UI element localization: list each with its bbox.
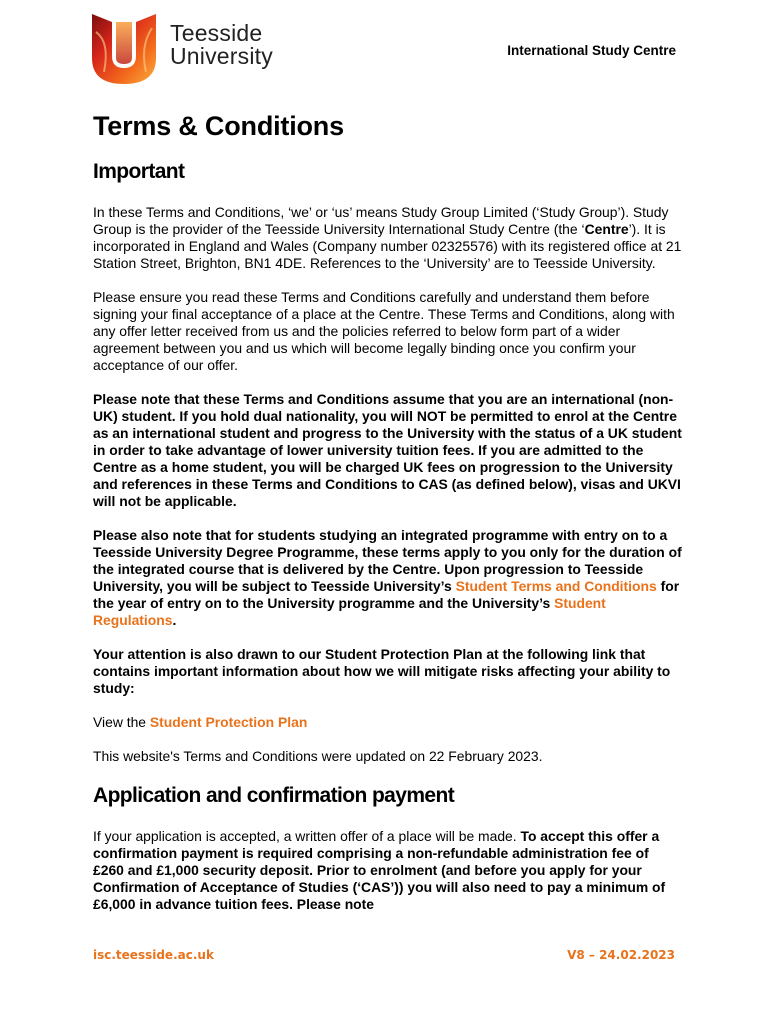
important-heading: Important [93,160,185,183]
application-paragraph-1 [93,828,683,913]
dual-nationality-notice: Please note that these Terms and Conditions assume that you are an international (non-UK) student. If you hold dual nationality, you will NOT be permitted to enrol at the Centre as an international student and progress to the University with the status of a UK student in order to take advantage of lower university tuition fees. If you are admitted to the Centre as a home student, you will be charged UK fees on progression to the University and references in these Terms and Conditions to CAS (as defined below), visas and UKVI will not be applicable. [93,391,682,509]
integrated-programme-notice [93,527,683,629]
text: In these Terms and Conditions, ‘we’ or ‘us’ means Study Group Limited (‘Study Group’). Study Group is the provider of the Teesside University International Study Centre (the ‘ [93,204,669,237]
application-heading: Application and confirmation payment [93,784,455,807]
footer-website-link[interactable]: isc.teesside.ac.uk [93,948,214,962]
teesside-logo-icon [90,12,158,86]
important-paragraph-2: Please ensure you read these Terms and Conditions carefully and understand them before signing your final acceptance of a place at the Centre. These Terms and Conditions, along with any offer letter received from us and the policies referred to below form part of a wider agreement between you and us which will become legally binding once you confirm your acceptance of our offer. [93,289,675,373]
page-title: Terms & Conditions [93,111,344,141]
text: . [172,612,177,628]
university-wordmark [170,22,273,68]
document-body [93,108,683,930]
wordmark-line-1: Teesside [170,20,263,46]
text-bold: To accept this offer a confirmation payment is required comprising a non-refundable administration fee of £260 and £1,000 security deposit. Prior to enrolment (and before you apply for your Confirmation of Acceptance of Studies (‘CAS’)) you will also need to pay a minimum of £6,000 in advance tuition fees. Please note [93,828,666,912]
centre-term: Centre [584,221,629,237]
student-protection-plan-link[interactable]: Student Protection Plan [149,714,308,730]
page-header [90,12,680,88]
updated-date-notice: This website's Terms and Conditions were updated on 22 February 2023. [93,748,543,764]
view-protection-plan [93,714,683,731]
text: ’). It is incorporated in England and Wales (Company number 02325576) with its registered office at 21 Station Street, Brighton, BN1 4DE. References to the ‘University’ are to Teesside University. [93,221,682,271]
text: for the year of entry on to the University programme and the University’s [93,578,680,611]
footer-version: V8 – 24.02.2023 [567,948,675,962]
student-regulations-link[interactable]: Student Regulations [93,595,606,628]
student-terms-link[interactable]: Student Terms and Conditions [455,578,657,594]
protection-plan-notice: Your attention is also drawn to our Student Protection Plan at the following link that contains important information about how we will mitigate risks affecting your ability to study: [93,646,671,696]
wordmark-line-2: University [170,43,273,69]
text: If your application is accepted, a written offer of a place will be made. [93,828,521,844]
centre-name: International Study Centre [507,43,676,58]
text: Please also note that for students studying an integrated programme with entry on to a Teesside University Degree Programme, these terms apply to you only for the duration of the integrated course that is delivered by the Centre. Upon progression to Teesside University, you will be subject to Teesside University’s [93,527,682,594]
important-paragraph-1 [93,204,683,272]
text: View the [93,714,150,730]
